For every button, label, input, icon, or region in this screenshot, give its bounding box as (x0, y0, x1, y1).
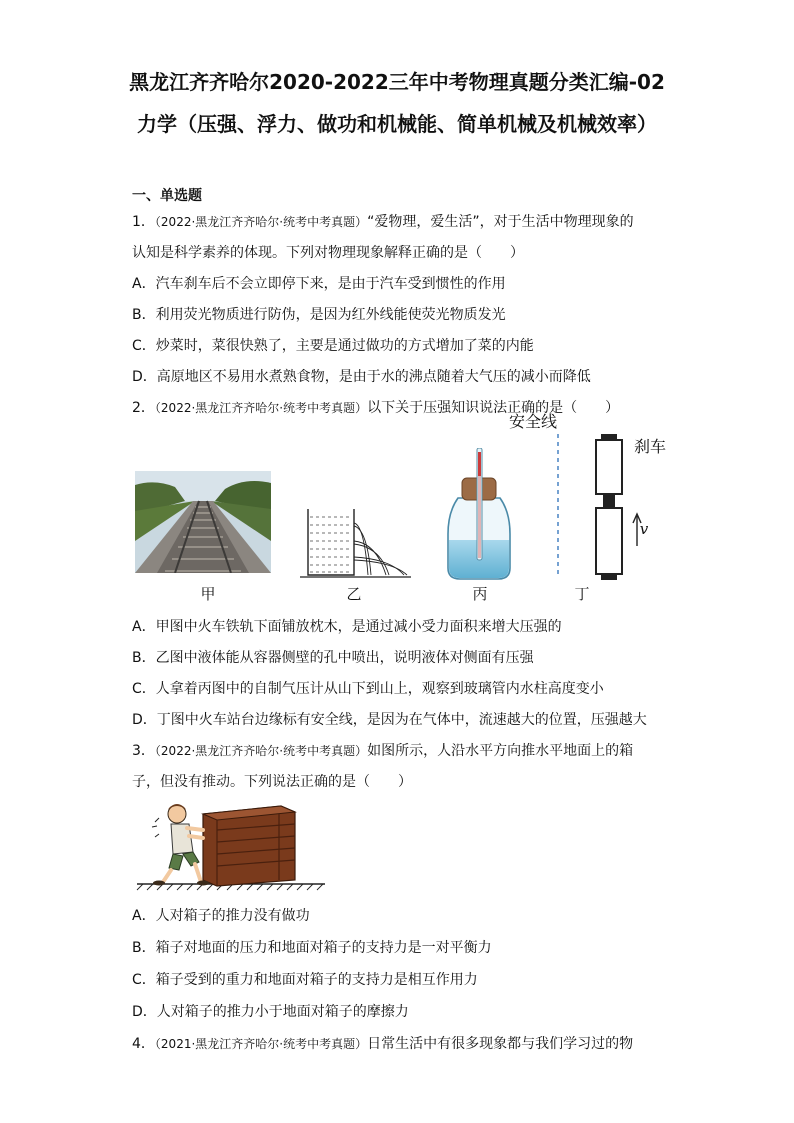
document-title-line1: 黑龙江齐齐哈尔2020-2022三年中考物理真题分类汇编-02 (129, 70, 665, 94)
q2-option-b: B．乙图中液体能从容器侧壁的孔中喷出，说明液体对侧面有压强 (132, 650, 534, 666)
question-text: 以下关于压强知识说法正确的是（ ） (367, 400, 620, 416)
question-4-stem (132, 1034, 633, 1054)
q2-option-c: C．人拿着丙图中的自制气压计从山下到山上，观察到玻璃管内水柱高度变小 (132, 681, 604, 697)
question-text: 日常生活中有很多现象都与我们学习过的物 (367, 1036, 634, 1052)
question-3-stem (132, 741, 633, 761)
train-platform-figure (552, 428, 662, 583)
question-text: 如图所示，人沿水平方向推水平地面上的箱 (367, 743, 634, 759)
person-pushing-box-figure (133, 800, 333, 892)
question-source: （2021·黑龙江齐齐哈尔·统考中考真题） (154, 1037, 368, 1051)
figure-label-ding: 丁 (574, 585, 590, 603)
figure-label-jia: 甲 (200, 585, 216, 603)
q2-option-a: A．甲图中火车铁轨下面铺放枕木，是通过减小受力面积来增大压强的 (132, 619, 562, 635)
railway-track-photo (135, 471, 271, 573)
question-1-stem (132, 212, 634, 232)
q3-option-a: A．人对箱子的推力没有做功 (132, 908, 310, 924)
homemade-barometer-figure (444, 448, 514, 582)
q1-option-c: C．炒菜时，菜很快熟了，主要是通过做功的方式增加了菜的内能 (132, 338, 534, 354)
question-source: （2022·黑龙江齐齐哈尔·统考中考真题） (154, 215, 368, 229)
safety-line-label: 安全线 (508, 412, 557, 431)
q2-option-d: D．丁图中火车站台边缘标有安全线，是因为在气体中，流速越大的位置，压强越大 (132, 712, 647, 728)
brake-label: 刹车 (633, 437, 666, 456)
q3-option-b: B．箱子对地面的压力和地面对箱子的支持力是一对平衡力 (132, 940, 492, 956)
q1-option-b: B．利用荧光物质进行防伪，是因为红外线能使荧光物质发光 (132, 307, 506, 323)
question-number: 4． (132, 1036, 155, 1052)
q3-option-c: C．箱子受到的重力和地面对箱子的支持力是相互作用力 (132, 972, 478, 988)
figure-label-yi: 乙 (346, 585, 362, 603)
velocity-label: v (639, 520, 649, 538)
question-number: 2． (132, 400, 155, 416)
figure-label-bing: 丙 (472, 585, 488, 603)
question-source: （2022·黑龙江齐齐哈尔·统考中考真题） (154, 744, 368, 758)
question-1-stem-line2: 认知是科学素养的体现。下列对物理现象解释正确的是（ ） (132, 245, 524, 261)
liquid-jet-container-figure (298, 505, 413, 580)
q1-option-d: D．高原地区不易用水煮熟食物，是由于水的沸点随着大气压的减小而降低 (132, 369, 591, 385)
question-text: “爱物理，爱生活”，对于生活中物理现象的 (367, 214, 634, 230)
q3-option-d: D．人对箱子的推力小于地面对箱子的摩擦力 (132, 1004, 409, 1020)
question-number: 3． (132, 743, 155, 759)
section-heading: 一、单选题 (132, 188, 202, 204)
document-title-line2: 力学（压强、浮力、做功和机械能、简单机械及机械效率） (137, 112, 657, 136)
question-number: 1． (132, 214, 155, 230)
question-3-stem-line2: 子，但没有推动。下列说法正确的是（ ） (132, 774, 412, 790)
question-source: （2022·黑龙江齐齐哈尔·统考中考真题） (154, 401, 368, 415)
q1-option-a: A．汽车刹车后不会立即停下来，是由于汽车受到惯性的作用 (132, 276, 506, 292)
